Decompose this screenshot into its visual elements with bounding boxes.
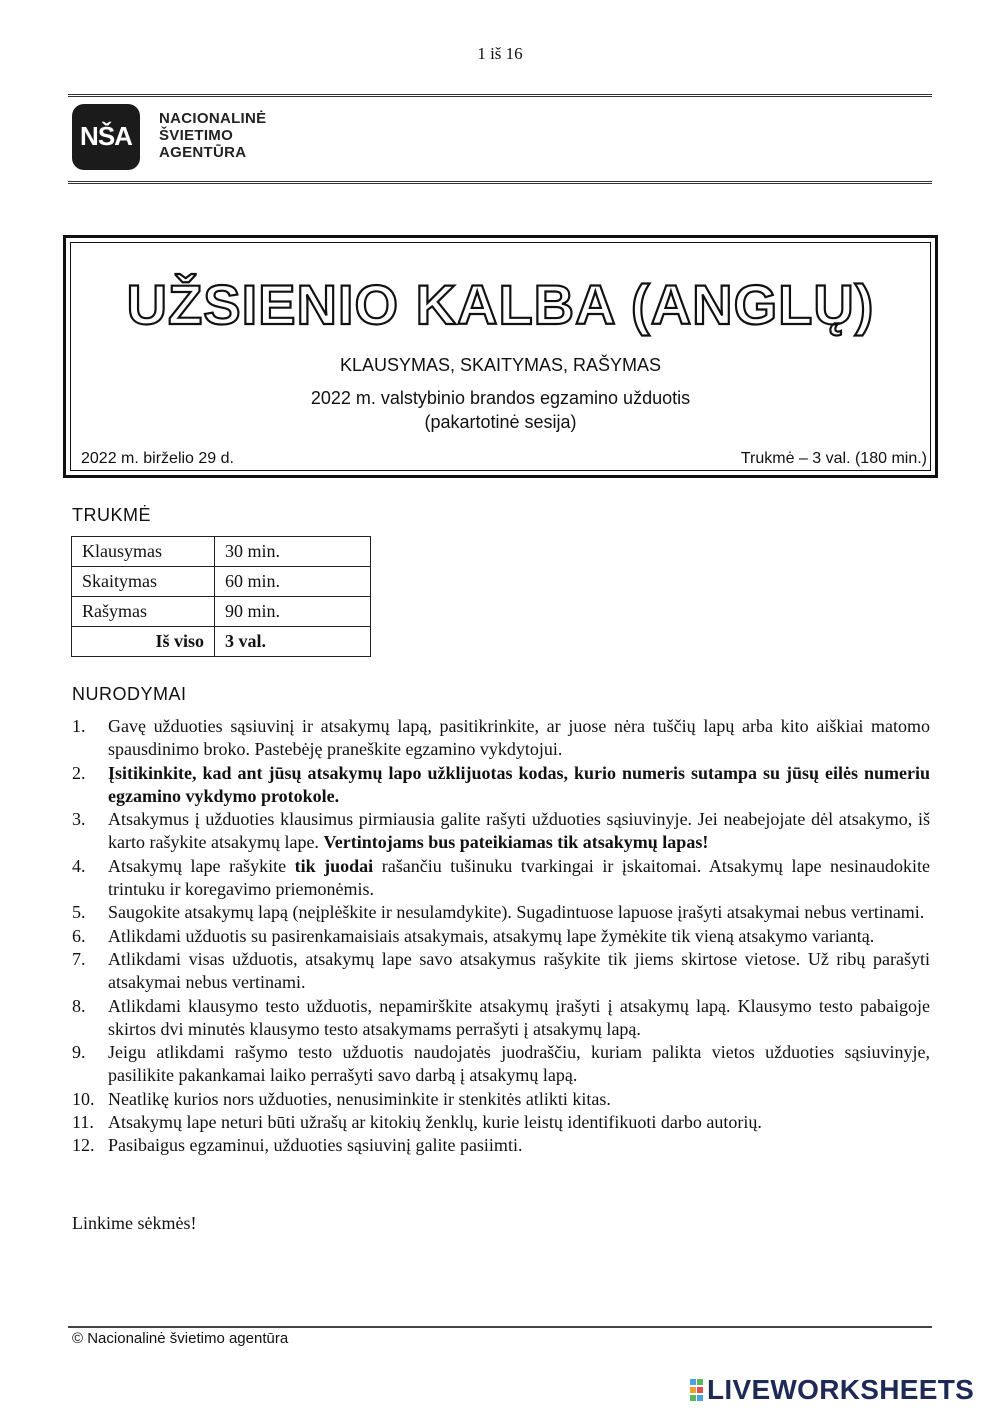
instruction-item bbox=[72, 715, 930, 762]
exam-duration: Trukmė – 3 val. (180 min.) bbox=[740, 450, 927, 467]
instruction-number: 7. bbox=[72, 948, 86, 969]
instruction-text bbox=[108, 1088, 930, 1111]
instruction-segment: Jeigu atlikdami rašymo testo užduotis naudojatės juodraščiu, kuriam palikta vietos užduoties sąsiuvinyje, pasilikite pakankamai laiko perrašyti savo darbą į atsakymų lapą. bbox=[108, 1042, 930, 1086]
instruction-item bbox=[72, 925, 930, 948]
duration-total-row bbox=[72, 627, 371, 657]
instructions-heading: NURODYMAI bbox=[72, 684, 187, 704]
page-number: 1 iš 16 bbox=[477, 44, 523, 63]
instruction-item bbox=[72, 1111, 930, 1134]
instruction-segment: rašančiu tušinuku tvarkingai ir įskaitomai. Atsakymų lape nesinaudokite trintuku ir koregavimo priemonėmis. bbox=[108, 855, 930, 900]
duration-row-label: Klausymas bbox=[72, 537, 215, 567]
exam-title: UŽSIENIO KALBA (ANGLŲ) bbox=[126, 273, 875, 336]
liveworksheets-text: LIVEWORKSHEETS bbox=[707, 1374, 975, 1405]
copyright: © Nacionalinė švietimo agentūra bbox=[72, 1330, 289, 1347]
logo-line-3: AGENTŪRA bbox=[159, 144, 247, 161]
instruction-emphasis: tik juodai bbox=[294, 855, 374, 876]
liveworksheets-logo-icon bbox=[690, 1377, 703, 1403]
instruction-number: 5. bbox=[72, 902, 86, 923]
instruction-item bbox=[72, 808, 930, 855]
instruction-text bbox=[108, 715, 930, 762]
instruction-segment: Pasibaigus egzaminui, užduoties sąsiuvinį galite pasiimti. bbox=[108, 1135, 523, 1156]
instruction-item bbox=[72, 995, 930, 1042]
instruction-number: 2. bbox=[72, 762, 86, 783]
instruction-number: 8. bbox=[72, 995, 86, 1016]
logo-wordmark bbox=[159, 110, 266, 161]
instruction-text bbox=[108, 762, 930, 809]
instruction-segment: Atsakymus į užduoties klausimus pirmiausia galite rašyti užduoties sąsiuvinyje. Jei neabejojate dėl atsakymo, iš karto rašykite atsakymų lape. bbox=[108, 809, 930, 853]
instruction-number: 1. bbox=[72, 716, 86, 736]
instruction-text bbox=[108, 995, 930, 1042]
closing-text: Linkime sėkmės! bbox=[72, 1213, 197, 1233]
instruction-number: 9. bbox=[72, 1042, 86, 1063]
duration-row-value: 90 min. bbox=[215, 597, 371, 627]
instruction-item bbox=[72, 1041, 930, 1088]
instruction-item bbox=[72, 855, 930, 902]
instruction-text bbox=[108, 1111, 930, 1134]
instruction-emphasis: Įsitikinkite, kad ant jūsų atsakymų lapo užklijuotas kodas, kurio numeris sutampa su jūsų eilės numeriu egzamino vykdymo protokole. bbox=[108, 762, 930, 806]
instruction-segment: Gavę užduoties sąsiuvinį ir atsakymų lapą, pasitikrinkite, ar juose nėra tuščių lapų arba kito aiškiai matomo spausdinimo broko. Pastebėję praneškite egzamino vykdytojui. bbox=[108, 716, 930, 760]
instruction-number: 11. bbox=[72, 1112, 94, 1133]
instruction-segment: Atsakymų lape rašykite bbox=[108, 855, 295, 876]
instruction-text bbox=[108, 901, 930, 924]
exam-title-box bbox=[63, 235, 938, 478]
instruction-number: 4. bbox=[72, 855, 86, 876]
exam-date: 2022 m. birželio 29 d. bbox=[81, 450, 234, 467]
exam-subtitle: KLAUSYMAS, SKAITYMAS, RAŠYMAS bbox=[339, 355, 662, 375]
instruction-text bbox=[108, 948, 930, 995]
header-top-rule bbox=[68, 94, 932, 97]
instructions-list bbox=[72, 715, 930, 1158]
instruction-text bbox=[108, 925, 930, 948]
duration-total-label: Iš viso bbox=[72, 627, 215, 657]
instruction-number: 10. bbox=[72, 1088, 95, 1109]
logo-mark-text: NŠA bbox=[80, 121, 132, 151]
duration-row bbox=[72, 567, 371, 597]
instruction-emphasis: Vertintojams bus pateikiamas tik atsakymų lapas! bbox=[323, 832, 709, 853]
logo-line-1: NACIONALINĖ bbox=[159, 110, 267, 127]
duration-table bbox=[71, 536, 371, 657]
instruction-segment: Atsakymų lape neturi būti užrašų ar kitokių ženklų, kurie leistų identifikuoti darbo autorių. bbox=[108, 1112, 762, 1133]
instruction-text bbox=[108, 855, 930, 902]
instruction-number: 12. bbox=[72, 1135, 95, 1156]
instruction-item bbox=[72, 948, 930, 995]
instruction-item bbox=[72, 901, 930, 924]
nsa-logo-icon bbox=[72, 104, 140, 170]
instruction-text bbox=[108, 1041, 930, 1088]
duration-total-value: 3 val. bbox=[215, 627, 371, 657]
duration-heading: TRUKMĖ bbox=[72, 505, 151, 525]
duration-row bbox=[72, 537, 371, 567]
instruction-text bbox=[108, 808, 930, 855]
instruction-segment: Saugokite atsakymų lapą (neįplėškite ir nesulamdykite). Sugadintuose lapuose įrašyti atsakymai nebus vertinami. bbox=[108, 902, 925, 923]
instruction-item bbox=[72, 762, 930, 809]
logo-line-2: ŠVIETIMO bbox=[159, 127, 234, 144]
instruction-number: 6. bbox=[72, 925, 86, 946]
exam-description: 2022 m. valstybinio brandos egzamino užduotis bbox=[310, 388, 691, 408]
header-bottom-rule bbox=[68, 181, 932, 184]
instruction-item bbox=[72, 1134, 930, 1157]
instruction-item bbox=[72, 1088, 930, 1111]
duration-row-value: 60 min. bbox=[215, 567, 371, 597]
duration-row-label: Skaitymas bbox=[72, 567, 215, 597]
instruction-segment: Atlikdami užduotis su pasirenkamaisiais atsakymais, atsakymų lape žymėkite tik vieną atsakymo variantą. bbox=[108, 925, 875, 946]
instruction-segment: Atlikdami klausymo testo užduotis, nepamirškite atsakymų įrašyti į atsakymų lapą. Klausymo testo pabaigoje skirtos dvi minutės klausymo testo atsakymams perrašyti į atsakymų lapą. bbox=[108, 995, 930, 1039]
instruction-segment: Neatlikę kurios nors užduoties, nenusiminkite ir stenkitės atlikti kitas. bbox=[108, 1088, 611, 1109]
duration-row bbox=[72, 597, 371, 627]
liveworksheets-watermark bbox=[690, 1374, 974, 1406]
duration-row-value: 30 min. bbox=[215, 537, 371, 567]
instruction-segment: Atlikdami visas užduotis, atsakymų lape savo atsakymus rašykite tik jiems skirtose vietose. Už ribų parašyti atsakymai nebus vertinami. bbox=[108, 948, 930, 993]
exam-session: (pakartotinė sesija) bbox=[424, 412, 577, 432]
instruction-text bbox=[108, 1134, 930, 1157]
instruction-number: 3. bbox=[72, 809, 86, 830]
footer-rule bbox=[68, 1326, 932, 1328]
duration-row-label: Rašymas bbox=[72, 597, 215, 627]
